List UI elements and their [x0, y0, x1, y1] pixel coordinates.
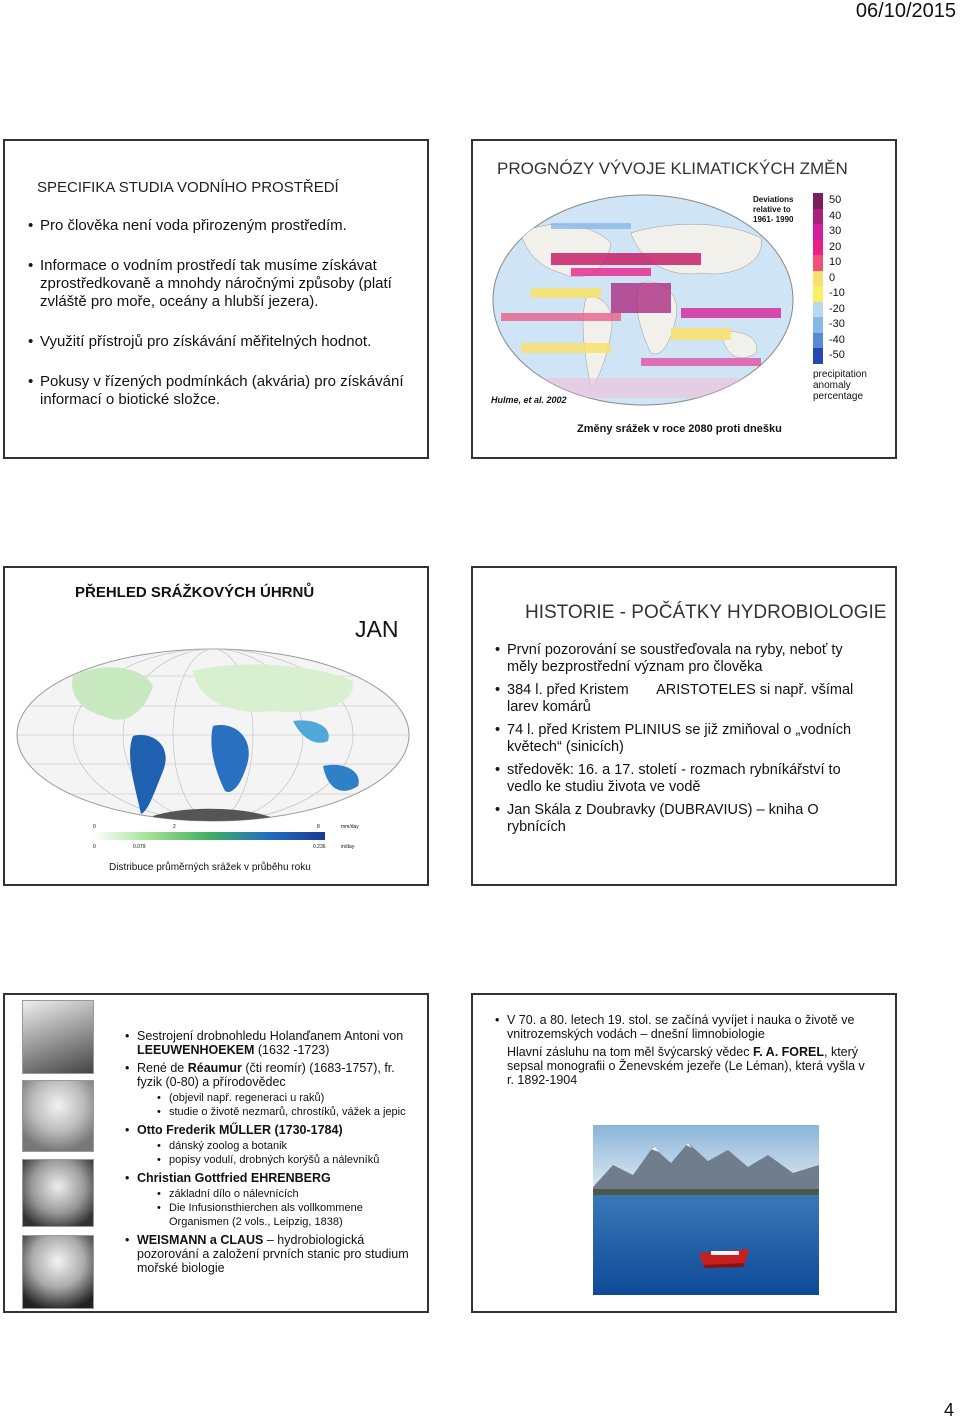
legend-value: 0 [829, 271, 836, 284]
legend-swatch [813, 286, 823, 302]
bullet-item: • 74 l. před Kristem PLINIUS se již zmiňoval o „vodních květech“ (sinicích) [495, 722, 865, 756]
name-muller: Otto Frederik MŰLLER (1730-1784) [137, 1123, 343, 1137]
legend-swatch [813, 333, 823, 349]
lake-geneva-photo [593, 1125, 819, 1295]
legend-value: -30 [829, 318, 845, 330]
sub-item: • (objevil např. regeneraci u raků) [157, 1091, 415, 1105]
bullet-item [125, 1123, 415, 1167]
sub-item: • studie o životě nezmarů, chrostíků, vážek a jepic [157, 1105, 415, 1119]
bullet-item: • Pokusy v řízených podmínkách (akvária) pro získávání informací o biotické složce. [28, 373, 413, 409]
bullet-list [28, 217, 413, 431]
bullet-item: • Informace o vodním prostředí tak musíme získávat zprostředkovaně a mnohdy náročnými způsoby (platí zvláště pro moře, oceány a hlubší jezera). [28, 257, 413, 311]
bullet-item: • středověk: 16. a 17. století - rozmach rybníkářství to vedlo ke studiu života ve vodě [495, 762, 865, 796]
text: René de [137, 1061, 188, 1075]
bullet-item: • První pozorování se soustřeďovala na ryby, neboť ty měly bezprostřední význam pro člověka [495, 642, 865, 676]
bullet-item: • 384 l. před Kristem ARISTOTELES si např. všímal larev komárů [495, 682, 865, 716]
precipitation-map [13, 646, 413, 824]
legend-swatch [813, 317, 823, 333]
name-weismann-claus: WEISMANN a CLAUS [137, 1233, 264, 1247]
slide-title: PROGNÓZY VÝVOJE KLIMATICKÝCH ZMĚN [497, 159, 848, 178]
legend-value: -20 [829, 302, 845, 315]
source-citation: Hulme, et al. 2002 [491, 395, 567, 405]
slide-title: SPECIFIKA STUDIA VODNÍHO PROSTŘEDÍ [37, 179, 339, 196]
legend-swatch [813, 271, 823, 287]
page-date: 06/10/2015 [855, 0, 956, 22]
slide-prehled-srazek [3, 566, 429, 886]
slide-title: PŘEHLED SRÁŽKOVÝCH ÚHRNŮ [75, 584, 315, 601]
legend-caption-line: anomaly [813, 380, 851, 391]
month-label: JAN [355, 616, 399, 642]
map-caption: Distribuce průměrných srážek v průběhu roku [109, 862, 311, 873]
bullet-item [125, 1171, 415, 1229]
slide-title: HISTORIE - POČÁTKY HYDROBIOLOGIE [525, 602, 887, 623]
scale-bottom-unit: in/day [341, 844, 355, 850]
bullet-item: • Využití přístrojů pro získávání měřitelných hodnot. [28, 333, 413, 351]
portrait-muller [22, 1159, 94, 1227]
bullet-item [125, 1233, 415, 1275]
sub-item: • popisy vodulí, drobných korýšů a nálevníků [157, 1153, 415, 1167]
text: , který sepsal monografii o Ženevském jezeře (Le Léman), která vyšla v r. 1892-1904 [507, 1045, 865, 1087]
name-ehrenberg: Christian Gottfried EHRENBERG [137, 1171, 331, 1185]
legend-swatch [813, 240, 823, 256]
bullet-item: • Jan Skála z Doubravky (DUBRAVIUS) – kniha O rybnících [495, 802, 865, 836]
name-reaumur: Réaumur [187, 1061, 242, 1075]
sub-list [157, 1187, 415, 1229]
legend-color-bar [813, 193, 823, 364]
bullet-list [495, 1013, 875, 1041]
portrait-ehrenberg [22, 1235, 94, 1309]
legend-caption-line: percentage [813, 391, 864, 402]
legend-title-line: Deviations [753, 195, 794, 204]
text: (čti reomír) (1683-1757), fr. fyzik (0-80) a přírodovědec [137, 1061, 395, 1089]
bullet-item [125, 1061, 415, 1119]
legend-swatch [813, 255, 823, 271]
legend-value: 30 [829, 225, 842, 237]
legend-swatch [813, 193, 823, 209]
legend-value: -10 [829, 287, 845, 299]
legend-title [753, 195, 793, 225]
legend-value: 50 [829, 194, 842, 206]
scale-top-1: 2 [173, 824, 176, 830]
legend-caption-line: precipitation [813, 369, 867, 380]
sub-item: • dánský zoolog a botanik [157, 1139, 415, 1153]
legend-swatch [813, 224, 823, 240]
slide-prognozy [471, 139, 897, 459]
precipitation-anomaly-map [491, 193, 795, 407]
name-leeuwenhoek: LEEUWENHOEKEM [137, 1043, 255, 1057]
scale-bottom-0: 0 [93, 844, 96, 850]
legend-value: 40 [829, 209, 842, 222]
sub-list [157, 1139, 415, 1167]
portrait-leeuwenhoek [22, 1000, 94, 1074]
legend-swatch [813, 302, 823, 318]
bullet-item [125, 1029, 415, 1057]
slide-osobnosti [3, 993, 429, 1313]
scale-bar [93, 832, 325, 840]
legend-title-line: relative to [753, 205, 791, 214]
legend-swatch [813, 348, 823, 364]
map-caption: Změny srážek v roce 2080 proti dnešku [577, 423, 782, 435]
slide-specifika [3, 139, 429, 459]
legend-value: -50 [829, 349, 845, 361]
bullet-list [125, 1029, 415, 1279]
legend-value: -40 [829, 333, 845, 346]
legend-caption [813, 369, 867, 402]
legend-value: 20 [829, 240, 842, 253]
scale-bottom-2: 0.236 [313, 844, 326, 850]
sub-list [157, 1091, 415, 1119]
bullet-item: • V 70. a 80. letech 19. stol. se začíná vyvíjet i nauka o životě ve vnitrozemských vodách – dnešní limnobiologie [495, 1013, 875, 1041]
sub-item: • Die Infusionsthierchen als vollkommene Organismen (2 vols., Leipzig, 1838) [157, 1201, 415, 1229]
scale-top-unit: mm/day [341, 824, 359, 830]
slide-limnobiologie [471, 993, 897, 1313]
legend-values [829, 193, 859, 364]
legend-title-line: 1961- 1990 [753, 215, 794, 224]
text: (1632 -1723) [254, 1043, 330, 1057]
legend-value: 10 [829, 256, 842, 268]
paragraph-forel [507, 1045, 867, 1087]
text: – hydrobiologická pozorování a založení prvních stanic pro studium mořské biologie [137, 1233, 409, 1275]
legend-swatch [813, 209, 823, 225]
bullet-list [495, 642, 865, 842]
text: Sestrojení drobnohledu Holanďanem Antoni von [137, 1029, 404, 1043]
page-number: 4 [943, 1400, 954, 1420]
scale-bottom-1: 0.079 [133, 844, 146, 850]
text: Hlavní zásluhu na tom měl švýcarský vědec [507, 1045, 753, 1059]
slide-historie [471, 566, 897, 886]
scale-top-2: 8 [317, 824, 320, 830]
name-forel: F. A. FOREL [752, 1045, 825, 1059]
bullet-item: • Pro člověka není voda přirozeným prostředím. [28, 217, 413, 235]
sub-item: • základní dílo o nálevnících [157, 1187, 415, 1201]
portrait-reaumur [22, 1080, 94, 1152]
scale-top-0: 0 [93, 824, 96, 830]
